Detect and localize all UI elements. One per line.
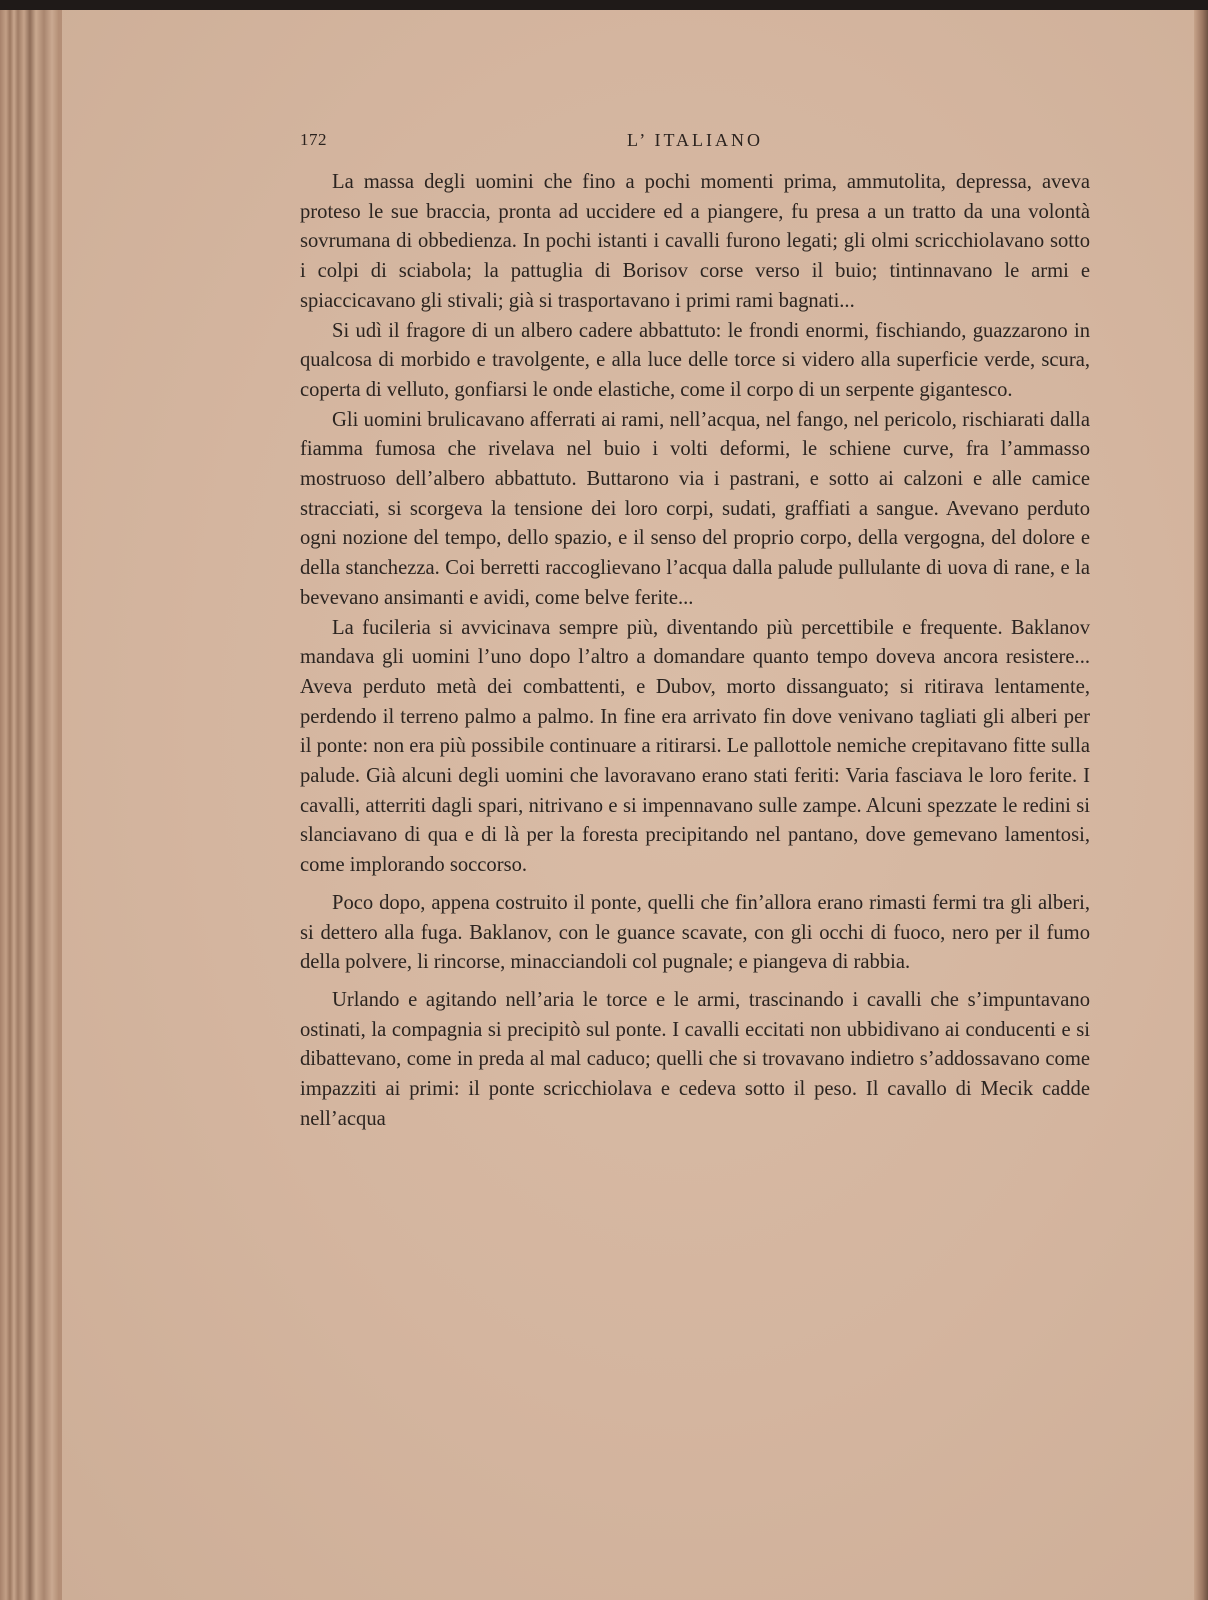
- paragraph: La fucileria si avvicinava sempre più, diventando più percettibile e frequente. Baklanov mandava gli uomini l’uno dopo l’altro a domandare quanto tempo doveva ancora resistere... Aveva perduto metà dei combattenti, e Dubov, morto dissanguato; si ritirava lentamente, perdendo il terreno palmo a palmo. In fine era arrivato fin dove venivano tagliati gli alberi per il ponte: non era più possibile continuare a ritirarsi. Le pallottole nemiche crepitavano fitte sulla palude. Già alcuni degli uomini che lavoravano erano stati feriti: Varia fasciava le loro ferite. I cavalli, atterriti dagli spari, nitrivano e si impennavano sulle zampe. Alcuni spezzate le redini si slanciavano di qua e di là per la foresta precipitando nel pantano, dove gemevano lamentosi, come implorando soccorso.: [300, 616, 1090, 877]
- paragraph: Gli uomini brulicavano afferrati ai rami, nell’acqua, nel fango, nel pericolo, rischiarati dalla fiamma fumosa che rivelava nel buio i volti deformi, le schiene curve, fra l’ammasso mostruoso dell’albero abbattuto. Buttarono via i pastrani, e sotto ai calzoni e alle camice stracciati, si scorgeva la tensione dei loro corpi, sudati, graffiati a sangue. Avevano perduto ogni nozione del tempo, dello spazio, e il senso del proprio corpo, della vergogna, del dolore e della stanchezza. Coi berretti raccoglievano l’acqua dalla palude pullulante di uova di rane, e la bevevano ansimanti e avidi, come belve ferite...: [300, 408, 1090, 609]
- scanner-top-edge: [0, 0, 1208, 10]
- paragraph: La massa degli uomini che fino a pochi momenti prima, ammutolita, depressa, aveva proteso le sue braccia, pronta ad uccidere ed a piangere, fu presa a un tratto da una volontà sovrumana di obbedienza. In pochi istanti i cavalli furono legati; gli olmi scricchiolavano sotto i colpi di sciabola; la pattuglia di Borisov corse verso il buio; tintinnavano le armi e spiaccicavano gli stivali; già si trasportavano i primi rami bagnati...: [300, 171, 1090, 312]
- page-right-edge: [1194, 10, 1208, 1600]
- page-number: 172: [300, 130, 327, 149]
- paragraph: Poco dopo, appena costruito il ponte, quelli che fin’allora erano rimasti fermi tra gli alberi, si dettero alla fuga. Baklanov, con le guance scavate, con gli occhi di fuoco, nero per il fumo della polvere, li rincorse, minacciandoli col pugnale; e piangeva di rabbia.: [300, 891, 1090, 974]
- paragraph: Si udì il fragore di un albero cadere abbattuto: le frondi enormi, fischiando, guazzarono in qualcosa di morbido e travolgente, e alla luce delle torce si videro alla superficie verde, scura, coperta di velluto, gonfiarsi le onde elastiche, come il corpo di un serpente gigantesco.: [300, 319, 1090, 401]
- paragraph: Urlando e agitando nell’aria le torce e le armi, trascinando i cavalli che s’impuntavano ostinati, la compagnia si precipitò sul ponte. I cavalli eccitati non ubbidivano ai conducenti e si dibattevano, come in preda al mal caduco; quelli che si trovavano indietro s’addossavano come impazziti ai primi: il ponte scricchiolava e cedeva sotto il peso. Il cavallo di Mecik cadde nell’acqua: [300, 988, 1090, 1130]
- page-stack-edge: [0, 10, 62, 1600]
- body-text: [300, 168, 1090, 1135]
- running-head: [300, 130, 1090, 160]
- running-title: L’ ITALIANO: [626, 130, 764, 150]
- book-page: [62, 10, 1194, 1600]
